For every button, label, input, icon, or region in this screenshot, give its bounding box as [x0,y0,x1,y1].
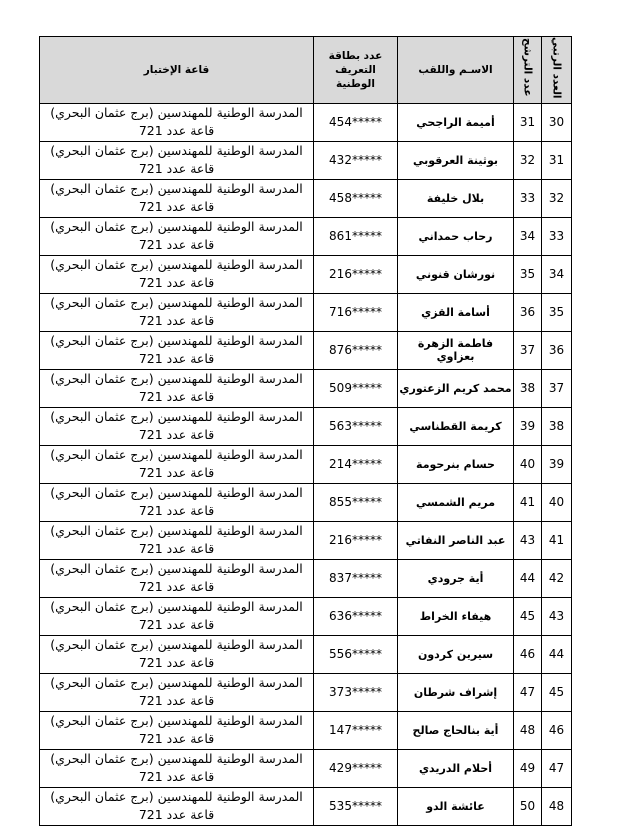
exam-hall-room: قاعة عدد 721 [138,427,215,443]
cell-candidate-number: 49 [514,749,542,787]
cell-full-name: نورشان قنوني [398,255,514,293]
cell-exam-hall [40,597,314,635]
table-row [40,255,572,293]
exam-hall-room: قاعة عدد 721 [138,161,215,177]
cell-candidate-number: 41 [514,483,542,521]
cell-national-id: 837***** [314,559,398,597]
cell-full-name: مريم الشمسي [398,483,514,521]
cell-national-id: 716***** [314,293,398,331]
exam-hall-school: المدرسة الوطنية للمهندسين (برج عثمان البحري) [50,561,303,577]
cell-national-id: 216***** [314,255,398,293]
exam-hall-school: المدرسة الوطنية للمهندسين (برج عثمان البحري) [50,675,303,691]
cell-order: 31 [542,141,572,179]
cell-full-name: عبد الناصر النفاتي [398,521,514,559]
exam-hall-school: المدرسة الوطنية للمهندسين (برج عثمان البحري) [50,523,303,539]
table-row [40,293,572,331]
cell-candidate-number: 43 [514,521,542,559]
table-row [40,711,572,749]
exam-hall-room: قاعة عدد 721 [138,389,215,405]
cell-candidate-number: 45 [514,597,542,635]
cell-exam-hall [40,749,314,787]
cell-full-name: فاطمة الزهرة بعزاوي [398,331,514,369]
cell-full-name: أية جرودي [398,559,514,597]
header-national-id: عدد بطاقة التعريف الوطنية [314,37,398,104]
cell-candidate-number: 35 [514,255,542,293]
cell-order: 30 [542,103,572,141]
exam-hall-room: قاعة عدد 721 [138,731,215,747]
cell-order: 45 [542,673,572,711]
exam-hall-room: قاعة عدد 721 [138,541,215,557]
cell-candidate-number: 32 [514,141,542,179]
cell-national-id: 563***** [314,407,398,445]
cell-candidate-number: 38 [514,369,542,407]
header-candidate-number [514,37,542,104]
table-row [40,635,572,673]
cell-candidate-number: 47 [514,673,542,711]
cell-exam-hall [40,445,314,483]
header-candidate-number-label: عدد الترشح [521,38,534,98]
cell-candidate-number: 50 [514,787,542,825]
cell-candidate-number: 36 [514,293,542,331]
exam-hall-room: قاعة عدد 721 [138,617,215,633]
cell-exam-hall [40,369,314,407]
table-body [40,103,572,825]
cell-national-id: 432***** [314,141,398,179]
cell-full-name: بوثينة العرقوبي [398,141,514,179]
header-order [542,37,572,104]
cell-national-id: 458***** [314,179,398,217]
exam-hall-school: المدرسة الوطنية للمهندسين (برج عثمان البحري) [50,713,303,729]
table-row [40,597,572,635]
cell-order: 32 [542,179,572,217]
header-order-label: العدد الرتبي [550,37,563,99]
cell-national-id: 454***** [314,103,398,141]
cell-full-name: أسامة القزي [398,293,514,331]
exam-hall-school: المدرسة الوطنية للمهندسين (برج عثمان البحري) [50,485,303,501]
cell-national-id: 636***** [314,597,398,635]
cell-full-name: محمد كريم الزعتوري [398,369,514,407]
exam-hall-room: قاعة عدد 721 [138,579,215,595]
exam-hall-room: قاعة عدد 721 [138,313,215,329]
header-full-name: الاسـم واللقب [398,37,514,104]
cell-order: 41 [542,521,572,559]
table-row [40,445,572,483]
exam-hall-school: المدرسة الوطنية للمهندسين (برج عثمان البحري) [50,181,303,197]
cell-order: 43 [542,597,572,635]
exam-hall-school: المدرسة الوطنية للمهندسين (برج عثمان البحري) [50,219,303,235]
header-exam-hall: قاعة الإختبار [40,37,314,104]
cell-order: 44 [542,635,572,673]
cell-candidate-number: 48 [514,711,542,749]
cell-order: 35 [542,293,572,331]
table-row [40,749,572,787]
cell-national-id: 509***** [314,369,398,407]
cell-exam-hall [40,293,314,331]
cell-exam-hall [40,673,314,711]
cell-exam-hall [40,217,314,255]
cell-full-name: حسام بنرحومة [398,445,514,483]
cell-order: 42 [542,559,572,597]
cell-candidate-number: 40 [514,445,542,483]
exam-hall-room: قاعة عدد 721 [138,807,215,823]
table-row [40,483,572,521]
cell-exam-hall [40,255,314,293]
exam-hall-school: المدرسة الوطنية للمهندسين (برج عثمان البحري) [50,371,303,387]
exam-hall-room: قاعة عدد 721 [138,693,215,709]
cell-exam-hall [40,103,314,141]
cell-exam-hall [40,141,314,179]
cell-exam-hall [40,331,314,369]
cell-full-name: بلال خليفة [398,179,514,217]
cell-full-name: سيرين كردون [398,635,514,673]
table-row [40,521,572,559]
cell-national-id: 214***** [314,445,398,483]
table-row [40,559,572,597]
table-header-row [40,37,572,104]
cell-candidate-number: 31 [514,103,542,141]
exam-hall-room: قاعة عدد 721 [138,351,215,367]
cell-national-id: 373***** [314,673,398,711]
cell-exam-hall [40,521,314,559]
table-row [40,369,572,407]
cell-exam-hall [40,635,314,673]
exam-hall-school: المدرسة الوطنية للمهندسين (برج عثمان البحري) [50,637,303,653]
cell-full-name: عائشة الدو [398,787,514,825]
exam-hall-school: المدرسة الوطنية للمهندسين (برج عثمان البحري) [50,105,303,121]
cell-order: 33 [542,217,572,255]
cell-order: 46 [542,711,572,749]
exam-hall-school: المدرسة الوطنية للمهندسين (برج عثمان البحري) [50,409,303,425]
exam-hall-school: المدرسة الوطنية للمهندسين (برج عثمان البحري) [50,599,303,615]
exam-hall-room: قاعة عدد 721 [138,123,215,139]
cell-exam-hall [40,559,314,597]
exam-hall-school: المدرسة الوطنية للمهندسين (برج عثمان البحري) [50,333,303,349]
cell-exam-hall [40,483,314,521]
cell-exam-hall [40,787,314,825]
cell-exam-hall [40,407,314,445]
table-row [40,331,572,369]
cell-candidate-number: 39 [514,407,542,445]
exam-hall-room: قاعة عدد 721 [138,769,215,785]
cell-exam-hall [40,179,314,217]
cell-full-name: هيفاء الخراط [398,597,514,635]
cell-candidate-number: 33 [514,179,542,217]
exam-hall-school: المدرسة الوطنية للمهندسين (برج عثمان البحري) [50,143,303,159]
cell-full-name: كريمة القطناسي [398,407,514,445]
exam-hall-room: قاعة عدد 721 [138,655,215,671]
table-row [40,407,572,445]
cell-order: 36 [542,331,572,369]
exam-hall-room: قاعة عدد 721 [138,465,215,481]
exam-hall-room: قاعة عدد 721 [138,275,215,291]
exam-hall-room: قاعة عدد 721 [138,503,215,519]
cell-order: 37 [542,369,572,407]
exam-hall-school: المدرسة الوطنية للمهندسين (برج عثمان البحري) [50,751,303,767]
cell-national-id: 556***** [314,635,398,673]
cell-national-id: 876***** [314,331,398,369]
cell-national-id: 429***** [314,749,398,787]
cell-full-name: أميمة الراجحي [398,103,514,141]
cell-full-name: أية بنالحاج صالح [398,711,514,749]
exam-hall-room: قاعة عدد 721 [138,237,215,253]
table-row [40,103,572,141]
candidates-table [39,36,572,826]
cell-full-name: إشراف شرطان [398,673,514,711]
cell-order: 39 [542,445,572,483]
cell-candidate-number: 44 [514,559,542,597]
cell-national-id: 855***** [314,483,398,521]
cell-exam-hall [40,711,314,749]
cell-candidate-number: 46 [514,635,542,673]
table-row [40,673,572,711]
table-row [40,787,572,825]
cell-national-id: 861***** [314,217,398,255]
cell-full-name: أحلام الدريدي [398,749,514,787]
cell-candidate-number: 37 [514,331,542,369]
exam-hall-school: المدرسة الوطنية للمهندسين (برج عثمان البحري) [50,257,303,273]
exam-hall-school: المدرسة الوطنية للمهندسين (برج عثمان البحري) [50,789,303,805]
cell-order: 48 [542,787,572,825]
exam-hall-school: المدرسة الوطنية للمهندسين (برج عثمان البحري) [50,295,303,311]
cell-order: 34 [542,255,572,293]
exam-hall-room: قاعة عدد 721 [138,199,215,215]
exam-hall-school: المدرسة الوطنية للمهندسين (برج عثمان البحري) [50,447,303,463]
cell-national-id: 216***** [314,521,398,559]
cell-national-id: 147***** [314,711,398,749]
table-row [40,179,572,217]
cell-candidate-number: 34 [514,217,542,255]
table-row [40,217,572,255]
cell-order: 38 [542,407,572,445]
table-row [40,141,572,179]
cell-national-id: 535***** [314,787,398,825]
cell-order: 40 [542,483,572,521]
cell-full-name: رحاب حمداني [398,217,514,255]
cell-order: 47 [542,749,572,787]
